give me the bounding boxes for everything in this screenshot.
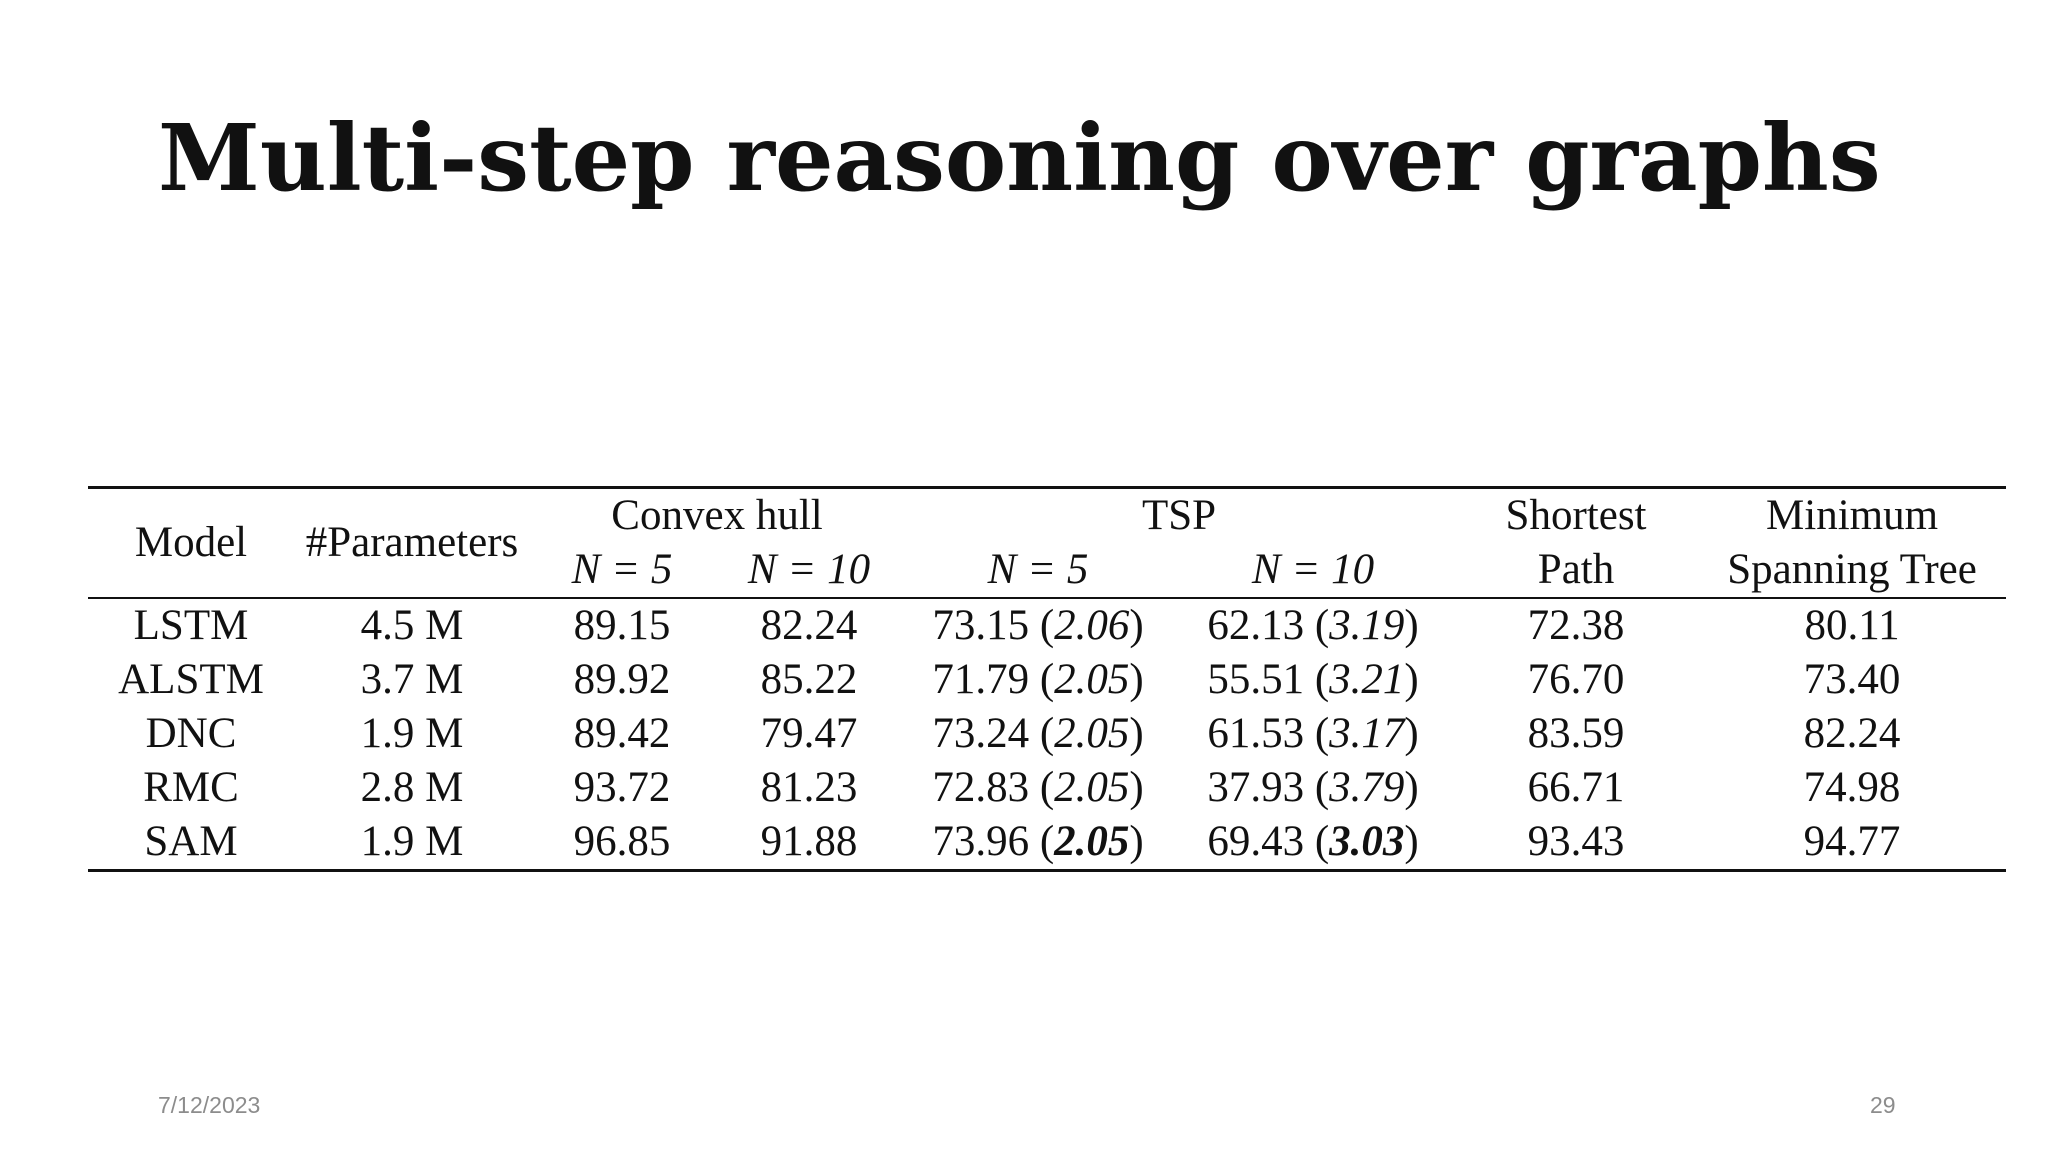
cell-shortest-path: 93.43	[1454, 815, 1698, 871]
cell-convex-n10: 81.23	[760, 764, 858, 811]
cell-mst: 82.24	[1803, 710, 1901, 757]
header-convex-n10: N = 10	[714, 543, 904, 598]
cell-tsp-n10: 37.93 (3.79)	[1207, 764, 1419, 811]
cell-mst: 73.40	[1803, 656, 1901, 703]
table-row	[88, 815, 2006, 871]
cell-model: LSTM	[133, 602, 249, 649]
table-body	[88, 598, 2006, 871]
table-row	[88, 707, 2006, 761]
page-number: 29	[1870, 1092, 1896, 1118]
cell-tsp-n5: 72.83 (2.05)	[932, 764, 1144, 811]
tsp-n10-cost: 3.19	[1329, 602, 1405, 649]
tsp-n10-accuracy: 62.13	[1207, 602, 1305, 649]
tsp-n5-cost: 2.06	[1054, 602, 1130, 649]
tsp-n5-cost: 2.05	[1054, 656, 1130, 703]
cell-convex-n5: 89.92	[573, 656, 671, 703]
header-mst-line2: Spanning Tree	[1698, 543, 2006, 598]
tsp-n10-cost: 3.21	[1329, 656, 1405, 703]
header-mst-line1: Minimum	[1698, 488, 2006, 544]
cell-shortest-path: 72.38	[1527, 602, 1625, 649]
cell-tsp-n10: 69.43 (3.03)	[1172, 815, 1454, 871]
tsp-n10-cost: 3.03	[1329, 818, 1405, 865]
tsp-n10-accuracy: 69.43	[1207, 818, 1305, 865]
cell-convex-n5: 93.72	[573, 764, 671, 811]
cell-tsp-n5: 73.96 (2.05)	[904, 815, 1172, 871]
header-shortest-line1: Shortest	[1454, 488, 1698, 544]
cell-params: 1.9 M	[294, 815, 530, 871]
tsp-n5-cost: 2.05	[1054, 818, 1130, 865]
cell-convex-n10: 91.88	[714, 815, 904, 871]
cell-mst: 94.77	[1698, 815, 2006, 871]
header-params: #Parameters	[294, 488, 530, 599]
results-table	[88, 486, 2006, 872]
cell-convex-n10: 79.47	[760, 710, 858, 757]
cell-convex-n10: 82.24	[760, 602, 858, 649]
tsp-n5-accuracy: 71.79	[932, 656, 1030, 703]
footer-date: 7/12/2023	[158, 1092, 261, 1118]
cell-model: ALSTM	[118, 656, 264, 703]
tsp-n10-cost: 3.17	[1329, 710, 1405, 757]
cell-model: RMC	[143, 764, 239, 811]
cell-tsp-n10: 61.53 (3.17)	[1207, 710, 1419, 757]
header-shortest-line2: Path	[1454, 543, 1698, 598]
cell-mst: 80.11	[1804, 602, 1900, 649]
cell-params: 4.5 M	[360, 602, 464, 649]
results-table-container	[88, 486, 2006, 872]
cell-convex-n5: 96.85	[530, 815, 714, 871]
tsp-n5-accuracy: 73.24	[932, 710, 1030, 757]
cell-shortest-path: 76.70	[1527, 656, 1625, 703]
cell-tsp-n5: 73.24 (2.05)	[932, 710, 1144, 757]
header-row-1	[88, 488, 2006, 544]
cell-shortest-path: 66.71	[1527, 764, 1625, 811]
cell-tsp-n5: 73.15 (2.06)	[932, 602, 1144, 649]
cell-shortest-path: 83.59	[1527, 710, 1625, 757]
table-header	[88, 488, 2006, 599]
tsp-n5-accuracy: 73.15	[932, 602, 1030, 649]
header-model: Model	[88, 488, 294, 599]
cell-convex-n10: 85.22	[760, 656, 858, 703]
header-tsp-n10: N = 10	[1172, 543, 1454, 598]
table-row	[88, 761, 2006, 815]
cell-tsp-n10: 55.51 (3.21)	[1207, 656, 1419, 703]
tsp-n5-accuracy: 72.83	[932, 764, 1030, 811]
cell-convex-n5: 89.15	[573, 602, 671, 649]
tsp-n10-cost: 3.79	[1329, 764, 1405, 811]
cell-mst: 74.98	[1803, 764, 1901, 811]
slide-title: Multi-step reasoning over graphs	[158, 104, 1881, 212]
cell-model: SAM	[88, 815, 294, 871]
tsp-n10-accuracy: 61.53	[1207, 710, 1305, 757]
header-tsp: TSP	[904, 488, 1454, 544]
table-row	[88, 653, 2006, 707]
cell-params: 1.9 M	[360, 710, 464, 757]
table-row	[88, 598, 2006, 653]
cell-tsp-n10: 62.13 (3.19)	[1207, 602, 1419, 649]
tsp-n10-accuracy: 37.93	[1207, 764, 1305, 811]
header-convex-hull: Convex hull	[530, 488, 904, 544]
tsp-n5-cost: 2.05	[1054, 764, 1130, 811]
tsp-n10-accuracy: 55.51	[1207, 656, 1305, 703]
cell-convex-n5: 89.42	[573, 710, 671, 757]
tsp-n5-accuracy: 73.96	[932, 818, 1030, 865]
cell-params: 3.7 M	[360, 656, 464, 703]
cell-model: DNC	[145, 710, 237, 757]
header-tsp-n5: N = 5	[904, 543, 1172, 598]
header-convex-n5: N = 5	[530, 543, 714, 598]
tsp-n5-cost: 2.05	[1054, 710, 1130, 757]
cell-tsp-n5: 71.79 (2.05)	[932, 656, 1144, 703]
cell-params: 2.8 M	[360, 764, 464, 811]
